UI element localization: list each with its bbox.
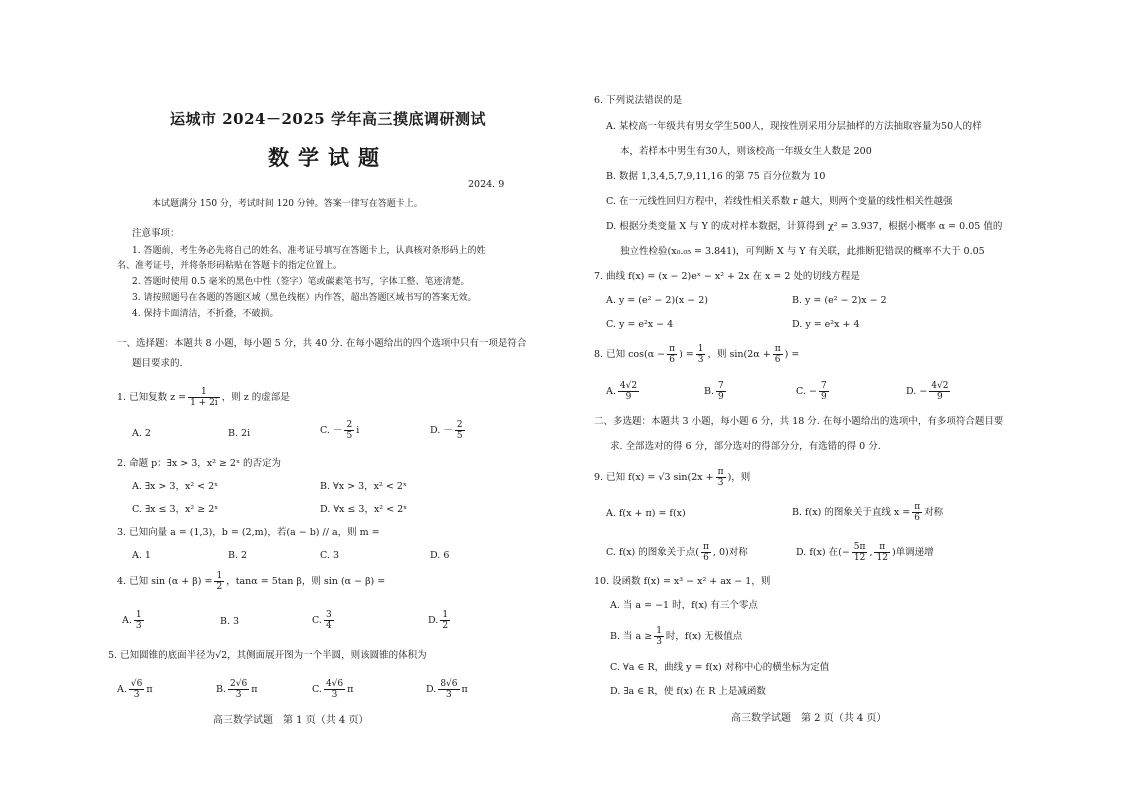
q2-stem: 2. 命题 p：∃x > 3，x² ≥ 2ˣ 的否定为	[117, 458, 281, 469]
q2-option-a: A. ∃x > 3，x² < 2ˣ	[132, 481, 219, 492]
exam-intro: 本试题满分 150 分，考试时间 120 分钟。答案一律写在答题卡上。	[152, 199, 423, 209]
q3-option-b: B. 2	[228, 550, 248, 561]
notice-title: 注意事项：	[132, 228, 180, 239]
exam-date: 2024. 9	[468, 179, 505, 190]
q6-option-d-line2: 独立性检验(x₀.₀₅ = 3.841)，可判断 X 与 Y 有关联，此推断犯错误的概率不大于 0.05	[620, 246, 985, 257]
q1-option-d: D. － $\frac{2}{5}$	[430, 420, 463, 441]
subject-title: 数学试题	[268, 145, 388, 170]
section1-line1: 一、选择题：本题共 8 小题，每小题 5 分，共 40 分. 在每小题给出的四个选项中只有一项是符合	[117, 338, 527, 349]
notice-1a: 1. 答题前，考生务必先将自己的姓名、准考证号填写在答题卡上，认真核对条形码上的姓	[132, 246, 486, 256]
q2-option-b: B. ∀x > 3，x² < 2ˣ	[320, 481, 407, 492]
q4-option-b: B. 3	[220, 616, 240, 627]
q7-option-a: A. y = (e² − 2)(x − 2)	[606, 295, 708, 306]
q1-option-c: C. － $\frac{2}{5}$ i	[320, 420, 360, 441]
notice-2: 2. 答题时使用 0.5 毫米的黑色中性（签字）笔或碳素笔书写，字体工整、笔迹清楚。	[132, 277, 470, 287]
q9-option-b: B. f(x) 的图象关于直线 x = $\frac{\pi}{6}$ 对称	[792, 502, 944, 523]
q7-stem: 7. 曲线 f(x) = (x − 2)eˣ − x² + 2x 在 x = 2 处的切线方程是	[594, 271, 860, 282]
q1-stem: 1. 已知复数 z = $\frac{1}{1 + 2i}$ ，则 z 的虚部是	[117, 387, 290, 408]
q10-stem: 10. 设函数 f(x) = x³ − x² + ax − 1，则	[594, 576, 771, 587]
q10-option-a: A. 当 a = −1 时，f(x) 有三个零点	[610, 600, 758, 611]
section2-line2: 求. 全部选对的得 6 分，部分选对的得部分分，有选错的得 0 分.	[610, 441, 881, 452]
q9-option-c: C. f(x) 的图象关于点( $\frac{\pi}{6}$ , 0)对称	[606, 542, 748, 563]
q8-option-a: A. $\frac{4√2}{9}$	[606, 381, 638, 402]
q5-option-c: C. $\frac{4√6}{3}$ π	[312, 679, 354, 700]
q2-option-d: D. ∀x ≤ 3，x² < 2ˣ	[320, 504, 408, 515]
q9-option-d: D. f(x) 在(− $\frac{5\pi}{12}$ , $\frac{\pi}{12}$ )单调递增	[796, 542, 934, 563]
q5-option-b: B. $\frac{2√6}{3}$ π	[216, 679, 258, 700]
q6-option-c: C. 在一元线性回归方程中，若线性相关系数 r 越大，则两个变量的线性相关性越强	[606, 196, 953, 207]
q4-option-c: C. $\frac{3}{4}$	[312, 610, 332, 631]
q6-stem: 6. 下列说法错误的是	[594, 95, 683, 106]
q3-stem: 3. 已知向量 a = (1,3)，b = (2,m)，若(a − b) // a，则 m =	[117, 527, 380, 538]
section2-line1: 二、多选题：本题共 3 小题，每小题 6 分，共 18 分. 在每小题给出的选项中，有多项符合题目要	[594, 416, 1004, 427]
right-page-footer: 高三数学试题 第 2 页（共 4 页）	[731, 713, 887, 724]
q5-stem: 5. 已知圆锥的底面半径为√2，其侧面展开图为一个半圆，则该圆锥的体积为	[108, 650, 427, 661]
q4-option-a: A. $\frac{1}{3}$	[122, 610, 142, 631]
q9-stem: 9. 已知 f(x) = √3 sin(2x + $\frac{\pi}{3}$ )，则	[594, 467, 751, 488]
q7-option-b: B. y = (e² − 2)x − 2	[792, 295, 887, 306]
q10-option-b: B. 当 a ≥ $\frac{1}{3}$ 时，f(x) 无极值点	[610, 626, 743, 647]
q7-option-c: C. y = e²x − 4	[606, 319, 674, 330]
q6-option-d-line1: D. 根据分类变量 X 与 Y 的成对样本数据，计算得到 χ² = 3.937，根据小概率 α = 0.05 值的	[606, 221, 1003, 232]
q1-option-b: B. 2i	[228, 428, 251, 439]
q1-option-a: A. 2	[132, 428, 151, 439]
q9-option-a: A. f(x + π) = f(x)	[606, 508, 686, 519]
q5-option-a: A. $\frac{√6}{3}$ π	[117, 679, 153, 700]
q1-fraction: $\frac{1}{1 + 2i}$	[190, 387, 218, 408]
section1-line2: 题目要求的.	[132, 358, 183, 369]
q8-option-d: D. − $\frac{4√2}{9}$	[906, 381, 949, 402]
q5-option-d: D. $\frac{8√6}{3}$ π	[426, 679, 468, 700]
q4-stem: 4. 已知 sin (α + β) = $\frac{1}{2}$ ，tanα = 5tan β，则 sin (α − β) =	[117, 571, 386, 592]
q7-option-d: D. y = e²x + 4	[792, 319, 860, 330]
notice-3: 3. 请按照题号在各题的答题区域（黑色线框）内作答，超出答题区域书写的答案无效。	[132, 293, 477, 303]
q8-option-b: B. $\frac{7}{9}$	[704, 381, 724, 402]
q6-option-a-line2: 本，若样本中男生有30人，则该校高一年级女生人数是 200	[620, 146, 872, 157]
q8-stem: 8. 已知 cos(α − $\frac{\pi}{6}$ ) = $\frac{1}{3}$ ，则 sin(2α + $\frac{\pi}{6}$ ) =	[594, 344, 800, 365]
notice-4: 4. 保持卡面清洁，不折叠，不破损。	[132, 309, 279, 319]
q3-option-a: A. 1	[132, 550, 151, 561]
q10-option-c: C. ∀a ∈ R，曲线 y = f(x) 对称中心的横坐标为定值	[610, 662, 830, 673]
q10-option-d: D. ∃a ∈ R，使 f(x) 在 R 上是减函数	[610, 686, 766, 697]
left-page-footer: 高三数学试题 第 1 页（共 4 页）	[213, 715, 369, 726]
q6-option-a-line1: A. 某校高一年级共有男女学生500人，现按性别采用分层抽样的方法抽取容量为50人的样	[606, 121, 982, 132]
notice-1b: 名、准考证号，并将条形码粘贴在答题卡的指定位置上。	[117, 261, 343, 271]
q6-option-b: B. 数据 1,3,4,5,7,9,11,16 的第 75 百分位数为 10	[606, 171, 826, 182]
q4-option-d: D. $\frac{1}{2}$	[428, 610, 449, 631]
exam-title: 运城市 2024－2025 学年高三摸底调研测试	[170, 110, 486, 128]
q3-option-d: D. 6	[430, 550, 450, 561]
q8-option-c: C. − $\frac{7}{9}$	[796, 381, 827, 402]
q3-option-c: C. 3	[320, 550, 340, 561]
q2-option-c: C. ∃x ≤ 3，x² ≥ 2ˣ	[132, 504, 219, 515]
